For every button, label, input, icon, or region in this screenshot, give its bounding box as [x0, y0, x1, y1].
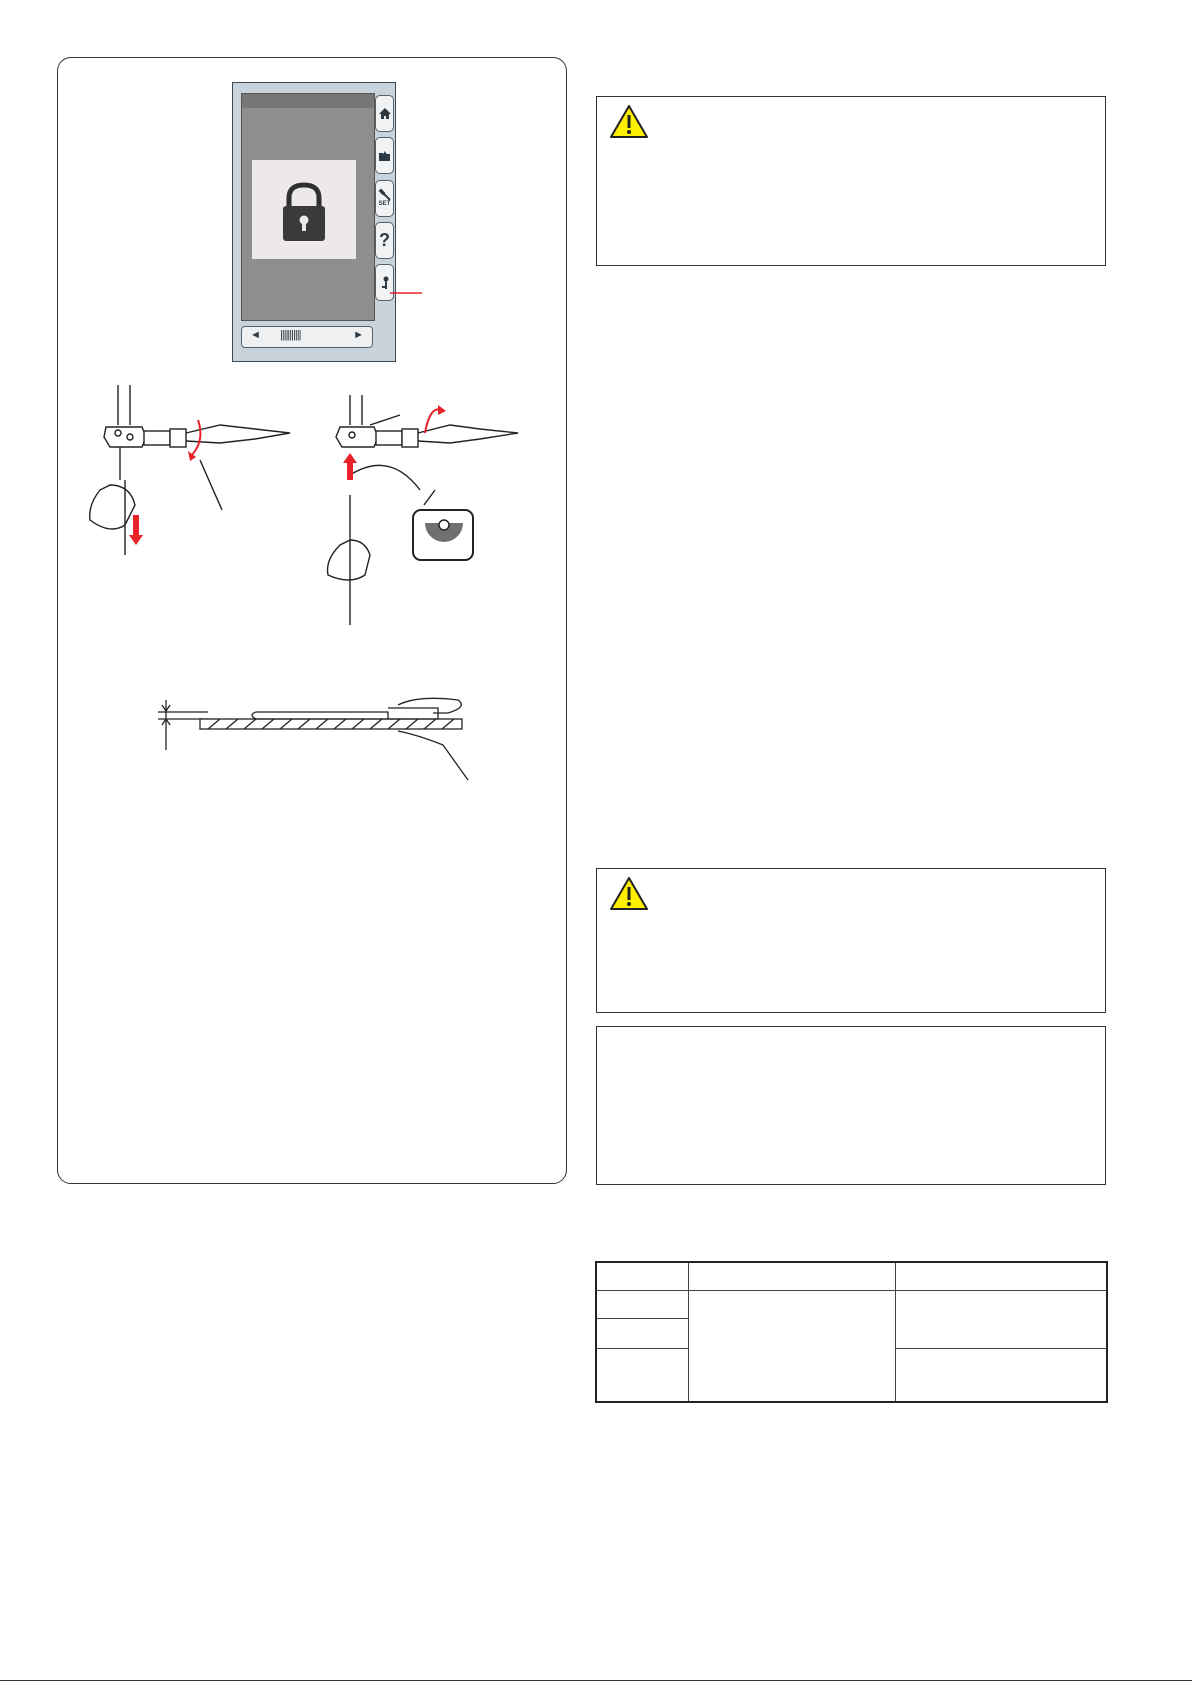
table-header-cell — [896, 1262, 1108, 1290]
screen-title-bar — [242, 94, 374, 108]
table-cell — [596, 1318, 689, 1348]
table-header-cell — [689, 1262, 896, 1290]
key-lock-icon — [380, 275, 390, 291]
warning-icon — [609, 876, 649, 912]
table-header-cell — [596, 1262, 689, 1290]
callout-line — [390, 292, 430, 296]
note-box — [596, 1026, 1106, 1185]
open-file-button[interactable] — [375, 137, 394, 174]
needle-spec-table — [595, 1261, 1108, 1403]
warning-icon — [609, 104, 649, 140]
home-button[interactable] — [375, 95, 394, 132]
home-icon — [378, 107, 392, 120]
table-header-row — [596, 1262, 1107, 1290]
table-cell — [896, 1290, 1108, 1348]
warning-box-top — [596, 96, 1106, 266]
table-cell — [596, 1290, 689, 1318]
help-button[interactable] — [375, 222, 394, 259]
padlock-icon — [252, 160, 356, 259]
folder-open-icon — [378, 150, 392, 162]
footer-rule — [0, 1680, 1192, 1681]
wrench-icon — [379, 189, 391, 201]
question-icon: ? — [379, 230, 390, 250]
table-cell — [896, 1348, 1108, 1402]
scroll-left-arrow[interactable]: ◄ — [250, 329, 261, 341]
table-cell — [596, 1348, 689, 1402]
needle-removal-illustration — [80, 385, 310, 575]
page-scroll-bar[interactable] — [241, 326, 373, 348]
scroll-indicator: ||||||||||| — [280, 329, 301, 341]
warning-box-middle — [596, 868, 1106, 1013]
table-row — [596, 1290, 1107, 1318]
settings-button[interactable] — [375, 180, 394, 217]
lock-popup — [252, 160, 356, 259]
scroll-right-arrow[interactable]: ► — [353, 329, 364, 341]
needle-insert-illustration — [320, 395, 540, 625]
settings-label: SET — [378, 201, 391, 207]
table-cell — [689, 1290, 896, 1402]
needle-check-illustration — [148, 695, 478, 815]
